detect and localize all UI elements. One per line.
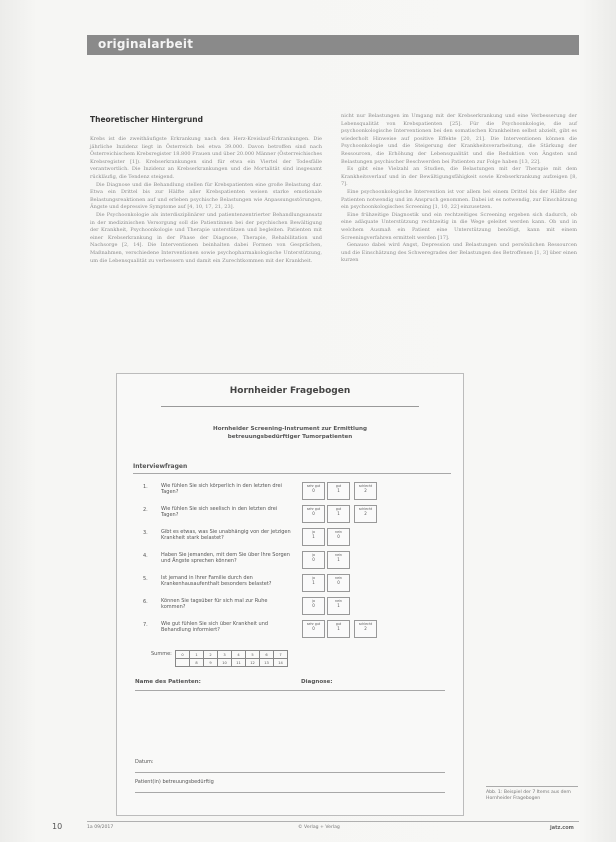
answer-option-points: 2 xyxy=(364,488,367,493)
answer-option-points: 0 xyxy=(312,626,315,631)
answer-option-label: nein xyxy=(335,599,342,603)
question-text: Haben Sie jemanden, mit dem Sie über Ihre Sorgen und Ängste sprechen können? xyxy=(161,552,290,565)
answer-option-box[interactable] xyxy=(302,505,325,523)
answer-option-points: 1 xyxy=(337,626,340,631)
score-cell: 5 xyxy=(246,651,260,659)
score-cell: 6 xyxy=(260,651,274,659)
section-heading: Theoretischer Hintergrund xyxy=(90,115,203,124)
answer-option-label: schlecht xyxy=(358,484,373,488)
score-cell: 11 xyxy=(232,659,246,667)
question-row xyxy=(117,551,463,573)
score-cell: 3 xyxy=(218,651,232,659)
answer-option-points: 1 xyxy=(337,603,340,608)
divider xyxy=(135,792,445,793)
answer-option-label: gut xyxy=(335,507,342,511)
answer-option-points: 0 xyxy=(337,534,340,539)
divider xyxy=(135,690,445,691)
figure-title: Hornheider Fragebogen xyxy=(229,386,351,396)
items-heading: Interviewfragen xyxy=(133,463,188,470)
figure-subtitle: Hornheider Screening-Instrument zur Ermittlung xyxy=(213,426,367,432)
answer-option-points: 1 xyxy=(312,534,315,539)
question-text: Wie fühlen Sie sich körperlich in den letzten drei Tagen? xyxy=(161,483,282,496)
answer-option-points: 1 xyxy=(337,511,340,516)
answer-option-label: schlecht xyxy=(358,507,373,511)
answer-option-label: nein xyxy=(335,576,342,580)
answer-option-box[interactable] xyxy=(354,482,377,500)
answer-option-box[interactable] xyxy=(327,620,350,638)
answer-option-box[interactable] xyxy=(302,551,325,569)
score-cell: 14 xyxy=(274,659,288,667)
answer-option-label: sehr gut xyxy=(306,507,321,511)
question-number: 4. xyxy=(143,553,148,559)
left-column xyxy=(90,115,322,265)
question-number: 3. xyxy=(143,530,148,536)
score-cell: 8 xyxy=(190,659,204,667)
answer-option-box[interactable] xyxy=(302,620,325,638)
score-table xyxy=(175,650,288,667)
question-row xyxy=(117,574,463,596)
question-number: 1. xyxy=(143,484,148,490)
paragraph: Genauso dabei wird Angst, Depression und Belastungen und persönlichen Ressourcen und die Einschätzung des Schweregrades der Belastungen des Betroffenen [1, 3] über einen kurzen xyxy=(341,242,577,264)
patient-name-label: Name des Patienten: xyxy=(135,679,201,685)
answer-option-box[interactable] xyxy=(327,505,350,523)
answer-option-points: 0 xyxy=(312,603,315,608)
answer-option-points: 1 xyxy=(337,557,340,562)
question-text: Wie fühlen Sie sich seelisch in den letzten drei Tagen? xyxy=(161,506,278,519)
score-cell: 10 xyxy=(218,659,232,667)
answer-option-label: sehr gut xyxy=(306,484,321,488)
section-header-band xyxy=(87,35,579,55)
answer-option-box[interactable] xyxy=(302,482,325,500)
question-number: 2. xyxy=(143,507,148,513)
divider xyxy=(135,772,445,773)
score-cell: 2 xyxy=(204,651,218,659)
figure-caption: Abb. 1: Beispiel der 7 Items aus dem Hornheider Fragebogen xyxy=(486,790,571,801)
answer-option-box[interactable] xyxy=(327,597,350,615)
answer-option-points: 0 xyxy=(312,511,315,516)
question-text: Können Sie tagsüber für sich mal zur Ruhe kommen? xyxy=(161,598,268,611)
question-text: Ist jemand in Ihrer Familie durch den Krankenhausaufenthalt besonders belastet? xyxy=(161,575,272,588)
paragraph: Es gibt eine Vielzahl an Studien, die Belastungen mit der Therapie mit dem Krankheitsverlauf und in der Bewältigungsfähigkeit sowie Krebserkrankung aufzeigen [8, 7]. xyxy=(341,166,577,188)
date-label: Datum: xyxy=(135,759,154,765)
score-cell: 9 xyxy=(204,659,218,667)
answer-option-points: 2 xyxy=(364,511,367,516)
page-number: 10 xyxy=(52,822,63,831)
answer-option-box[interactable] xyxy=(327,528,350,546)
answer-option-box[interactable] xyxy=(354,620,377,638)
diagnosis-label: Diagnose: xyxy=(301,679,333,685)
question-row xyxy=(117,528,463,550)
answer-option-points: 0 xyxy=(312,488,315,493)
section-label: originalarbeit xyxy=(98,37,194,51)
score-label: Summe: xyxy=(151,651,172,657)
question-text: Gibt es etwas, was Sie unabhängig von der jetzigen Krankheit stark belastet? xyxy=(161,529,291,542)
score-row xyxy=(176,659,288,667)
question-number: 6. xyxy=(143,599,148,605)
answer-option-label: ja xyxy=(312,530,315,534)
answer-option-box[interactable] xyxy=(354,505,377,523)
paragraph: Eine psychoonkologische Intervention ist vor allem bei einem Drittel bis der Hälfte der Patienten notwendig und im Anspruch genommen. Dabei ist es notwendig, zur Einschätzung ein psychoonkologisches Screening [1, 10, 22] einzusetzen. xyxy=(341,188,577,211)
website-label: jatz.com xyxy=(550,825,574,831)
answer-option-label: ja xyxy=(312,576,315,580)
paragraph: Die Psychoonkologie als interdisziplinärer und patientenzentrierter Behandlungsansatz in der medizinischen Versorgung soll die Patientinnen bei der psychischen Bewältigung der Krankheit, Psychoonkologie und Therapie unterstützen und begleiten. Patienten mit einer Krebserkrankung in der Phase der Diagnose, Therapie, Rehabilitation und Nachsorge [2, 14]. Die Interventionen beinhalten dabei Formen von Gesprächen, Maßnahmen, verschiedene Interventionen sowie psychopharmakologische Unterstützung, um die Lebensqualität zu verbessern und damit ein Zurechtkommen mit der Krankheit. xyxy=(90,211,322,264)
divider xyxy=(133,473,451,474)
answer-option-box[interactable] xyxy=(327,482,350,500)
answer-option-box[interactable] xyxy=(327,574,350,592)
answer-option-box[interactable] xyxy=(302,528,325,546)
score-cell: 12 xyxy=(246,659,260,667)
paragraph: Die Diagnose und die Behandlung stellen für Krebspatienten eine große Belastung dar. Etwa ein Drittel bis zur Hälfte aller Krebspatienten weisen starke emotionale Belastungsreaktionen auf und erleben psychische Belastungen wie Anpassungsstörungen, Ängste und depressive Symptome auf [4, 10, 17, 21, 23]. xyxy=(90,181,322,211)
score-cell: 4 xyxy=(232,651,246,659)
divider xyxy=(486,786,578,787)
question-row xyxy=(117,597,463,619)
answer-option-label: ja xyxy=(312,599,315,603)
need-label: Patient(in) betreuungsbedürftig xyxy=(135,779,214,785)
question-number: 7. xyxy=(143,622,148,628)
divider xyxy=(87,821,579,822)
figure-subtitle: betreuungsbedürftiger Tumorpatienten xyxy=(227,434,353,440)
paragraph: Eine frühzeitige Diagnostik und ein rechtzeitiges Screening ergeben sich dadurch, ob eine adäquate Unterstützung rechtzeitig in die Wege geleitet werden kann. Ob und in welchem Ausmaß ein Patient eine Unterstützung benötigt, kann mit einem Screeningverfahren ermittelt werden [17]. xyxy=(341,211,577,241)
answer-option-label: ja xyxy=(312,553,315,557)
answer-option-box[interactable] xyxy=(302,597,325,615)
score-cell xyxy=(176,659,190,667)
answer-option-points: 1 xyxy=(337,488,340,493)
paragraph: Krebs ist die zweithäufigste Erkrankung nach den Herz-Kreislauf-Erkrankungen. Die jährliche Inzidenz liegt in Österreich bei etwa 39.000. Davon betroffen sind nach Österreichischem Krebsregister 18.800 Frauen und über 20.000 Männer (Österreichisches Krebsregister [1]). Krebserkrankungen sind für etwa ein Viertel der Todesfälle verantwortlich. Die Inzidenz an Krebserkrankungen und die Mortalität sind insgesamt rückläufig, die Tendenz steigend. xyxy=(90,136,322,180)
score-cell: 13 xyxy=(260,659,274,667)
score-row xyxy=(176,651,288,659)
answer-option-points: 2 xyxy=(364,626,367,631)
question-number: 5. xyxy=(143,576,148,582)
answer-option-label: gut xyxy=(335,484,342,488)
right-column xyxy=(341,113,577,265)
publisher-label: © Verlag + Verlag xyxy=(298,825,340,830)
answer-option-label: nein xyxy=(335,530,342,534)
answer-option-points: 0 xyxy=(337,580,340,585)
answer-option-label: nein xyxy=(335,553,342,557)
question-text: Wie gut fühlen Sie sich über Krankheit und Behandlung informiert? xyxy=(161,621,269,634)
question-row xyxy=(117,505,463,527)
answer-option-box[interactable] xyxy=(327,551,350,569)
questionnaire-figure xyxy=(116,373,464,816)
question-row xyxy=(117,620,463,642)
answer-option-label: sehr gut xyxy=(306,622,321,626)
score-cell: 0 xyxy=(176,651,190,659)
score-cell: 1 xyxy=(190,651,204,659)
answer-option-label: schlecht xyxy=(358,622,373,626)
score-cell: 7 xyxy=(274,651,288,659)
answer-option-box[interactable] xyxy=(302,574,325,592)
answer-option-label: gut xyxy=(335,622,342,626)
question-row xyxy=(117,482,463,504)
answer-option-points: 0 xyxy=(312,557,315,562)
divider xyxy=(161,406,419,407)
issue-label: 1a 09/2017 xyxy=(87,825,114,830)
paragraph: nicht nur Belastungen im Umgang mit der Krebserkrankung und eine Verbesserung der Lebensqualität von Krebspatienten [25]. Für die Psychoonkologie, die auf psychoonkologische Interventionen bei den somatischen Krankheiten selbst abzielt, gibt es wiederholt Hinweise auf positive Effekte [20, 21]. Die Interventionen können die Psychoonkologie und die Steigerung der Krankheitsverarbeitung, die Stärkung der Ressourcen, die Erhöhung der Lebensqualität und die Reduktion von Ängsten und Belastungen psychischer Beschwerden bei Patienten zur Folge haben [13, 22]. xyxy=(341,113,577,165)
answer-option-points: 1 xyxy=(312,580,315,585)
